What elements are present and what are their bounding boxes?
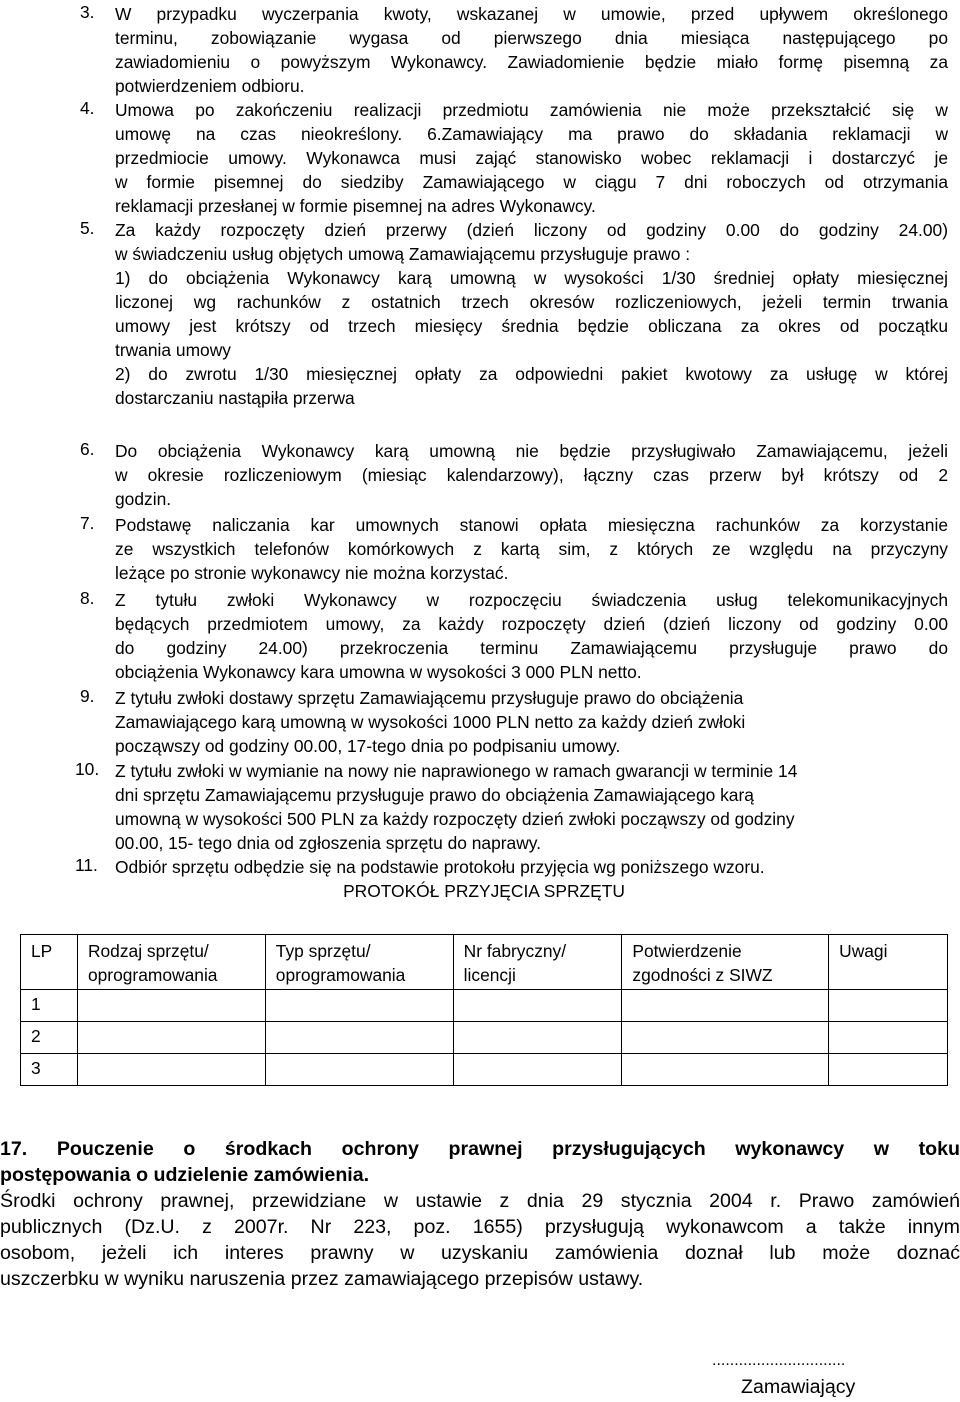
table-cell [622, 1022, 829, 1054]
text-line: w formie pisemnej do siedziby Zamawiającego w ciągu 7 dni roboczych od otrzymania [115, 172, 948, 192]
text-line: liczonej wg rachunków z ostatnich trzech okresów rozliczeniowych, jeżeli termin trwania [115, 292, 948, 312]
item-number: 4. [80, 98, 95, 118]
table-cell [622, 990, 829, 1022]
text-line: Z tytułu zwłoki w wymianie na nowy nie naprawionego w ramach gwarancji w terminie 14 [115, 761, 798, 781]
text-line: 1) do obciążenia Wykonawcy karą umowną w wysokości 1/30 średniej opłaty miesięcznej [115, 268, 948, 288]
protocol-title: PROTOKÓŁ PRZYJĘCIA SPRZĘTU [343, 881, 625, 901]
text-line: Z tytułu zwłoki Wykonawcy w rozpoczęciu świadczenia usług telekomunikacyjnych [115, 590, 948, 610]
text-line: Odbiór sprzętu odbędzie się na podstawie protokołu przyjęcia wg poniższego wzoru. [115, 857, 765, 877]
item-number: 11. [75, 855, 98, 875]
item-number: 5. [80, 218, 95, 238]
header-potwierdzenie: Potwierdzenie zgodności z SIWZ [622, 935, 829, 990]
header-lp: LP [21, 935, 78, 990]
table-cell [453, 1054, 622, 1086]
item-text [115, 759, 948, 855]
item-number: 6. [80, 439, 95, 459]
signature-dots: .............................. [712, 1352, 846, 1369]
item-number: 7. [80, 513, 95, 533]
text-line: do godziny 24.00) przekroczenia terminu Zamawiającemu przysługuje prawo do [115, 638, 948, 658]
table-row [21, 1022, 948, 1054]
text-line: Zamawiającego karą umowną w wysokości 1000 PLN netto za każdy dzień zwłoki [115, 712, 746, 732]
text-line: 2) do zwrotu 1/30 miesięcznej opłaty za odpowiedni pakiet kwotowy za usługę w której [115, 364, 948, 384]
text-line: leżące po stronie wykonawcy nie można korzystać. [115, 563, 509, 583]
item-text [115, 439, 948, 511]
table-cell [265, 1054, 453, 1086]
text-line: dni sprzętu Zamawiającemu przysługuje prawo do obciążenia Zamawiającego karą [115, 785, 754, 805]
text-line: w świadczeniu usług objętych umową Zamawiającemu przysługuje prawo : [115, 244, 691, 264]
text-line: Za każdy rozpoczęty dzień przerwy (dzień liczony od godziny 0.00 do godziny 24.00) [115, 220, 948, 240]
text-line: Środki ochrony prawnej, przewidziane w ustawie z dnia 29 stycznia 2004 r. Prawo zamówień [0, 1190, 960, 1212]
table-cell [265, 990, 453, 1022]
text-line: ze wszystkich telefonów komórkowych z kartą sim, z których ze względu na przyczyny [115, 539, 948, 559]
text-line: publicznych (Dz.U. z 2007r. Nr 223, poz. 1655) przysługują wykonawcom a także innym [0, 1216, 960, 1238]
text-line: uszczerbku w wyniku naruszenia przez zamawiającego przepisów ustawy. [0, 1268, 644, 1290]
text-line: 00.00, 15- tego dnia od zgłoszenia sprzętu do naprawy. [115, 833, 542, 853]
item-text [115, 2, 948, 98]
text-line: obciążenia Wykonawcy kara umowna w wysokości 3 000 PLN netto. [115, 662, 642, 682]
table-cell [829, 1022, 948, 1054]
row-lp: 2 [21, 1022, 78, 1054]
table-cell [453, 990, 622, 1022]
text-line: Umowa po zakończeniu realizacji przedmiotu zamówienia nie może przekształcić się w [115, 100, 948, 120]
header-rodzaj: Rodzaj sprzętu/ oprogramowania [77, 935, 265, 990]
table-header-row [21, 935, 948, 990]
item-text [115, 513, 948, 585]
item-text [115, 218, 948, 410]
table-cell [265, 1022, 453, 1054]
text-line: terminu, zobowiązanie wygasa od pierwszego dnia miesiąca następującego po [115, 28, 948, 48]
text-line: począwszy od godziny 00.00, 17-tego dnia po podpisaniu umowy. [115, 736, 621, 756]
text-line: osobom, jeżeli ich interes prawny w uzyskaniu zamówienia doznał lub może doznać [0, 1242, 960, 1264]
header-typ: Typ sprzętu/ oprogramowania [265, 935, 453, 990]
table-row [21, 1054, 948, 1086]
item-number: 8. [80, 588, 95, 608]
item-text [115, 588, 948, 684]
item-number: 10. [75, 759, 100, 779]
text-line: W przypadku wyczerpania kwoty, wskazanej w umowie, przed upływem określonego [115, 4, 948, 24]
header-nr: Nr fabryczny/ licencji [453, 935, 622, 990]
section-title: postępowania o udzielenie zamówienia. [0, 1164, 370, 1186]
text-line: w okresie rozliczeniowym (miesiąc kalendarzowy), łączny czas przerw był krótszy od 2 [115, 465, 948, 485]
item-number: 9. [80, 686, 95, 706]
text-line: godzin. [115, 489, 172, 509]
table-cell [829, 1054, 948, 1086]
table-row [21, 990, 948, 1022]
table-cell [77, 1054, 265, 1086]
text-line: umowę na czas nieokreślony. 6.Zamawiający ma prawo do składania reklamacji w [115, 124, 948, 144]
row-lp: 1 [21, 990, 78, 1022]
text-line: Z tytułu zwłoki dostawy sprzętu Zamawiającemu przysługuje prawo do obciążenia [115, 688, 744, 708]
text-line: Do obciążenia Wykonawcy karą umowną nie będzie przysługiwało Zamawiającemu, jeżeli [115, 441, 948, 461]
table-cell [453, 1022, 622, 1054]
text-line: umowną w wysokości 500 PLN za każdy rozpoczęty dzień zwłoki począwszy od godziny [115, 809, 795, 829]
item-number: 3. [80, 2, 95, 22]
table-cell [77, 1022, 265, 1054]
row-lp: 3 [21, 1054, 78, 1086]
item-text [115, 98, 948, 218]
table-cell [622, 1054, 829, 1086]
text-line: trwania umowy [115, 340, 231, 360]
protocol-table [20, 934, 948, 1086]
item-text [115, 855, 948, 879]
text-line: dostarczaniu nastąpiła przerwa [115, 388, 355, 408]
signature-label: Zamawiający [741, 1376, 856, 1398]
text-line: potwierdzeniem odbioru. [115, 76, 305, 96]
text-line: przedmiocie umowy. Wykonawca musi zająć stanowisko wobec reklamacji i dostarczyć je [115, 148, 948, 168]
text-line: Podstawę naliczania kar umownych stanowi opłata miesięczna rachunków za korzystanie [115, 515, 948, 535]
section-17 [0, 1136, 960, 1292]
header-uwagi: Uwagi [829, 935, 948, 990]
section-title: 17. Pouczenie o środkach ochrony prawnej przysługujących wykonawcy w toku [0, 1138, 960, 1160]
item-text [115, 686, 948, 758]
text-line: umowy jest krótszy od trzech miesięcy średnia będzie obliczana za okres od początku [115, 316, 948, 336]
table-cell [829, 990, 948, 1022]
text-line: reklamacji przesłanej w formie pisemnej na adres Wykonawcy. [115, 196, 596, 216]
table-cell [77, 990, 265, 1022]
text-line: będących przedmiotem umowy, za każdy rozpoczęty dzień (dzień liczony od godziny 0.00 [115, 614, 948, 634]
text-line: zawiadomieniu o powyższym Wykonawcy. Zawiadomienie będzie miało formę pisemną za [115, 52, 948, 72]
